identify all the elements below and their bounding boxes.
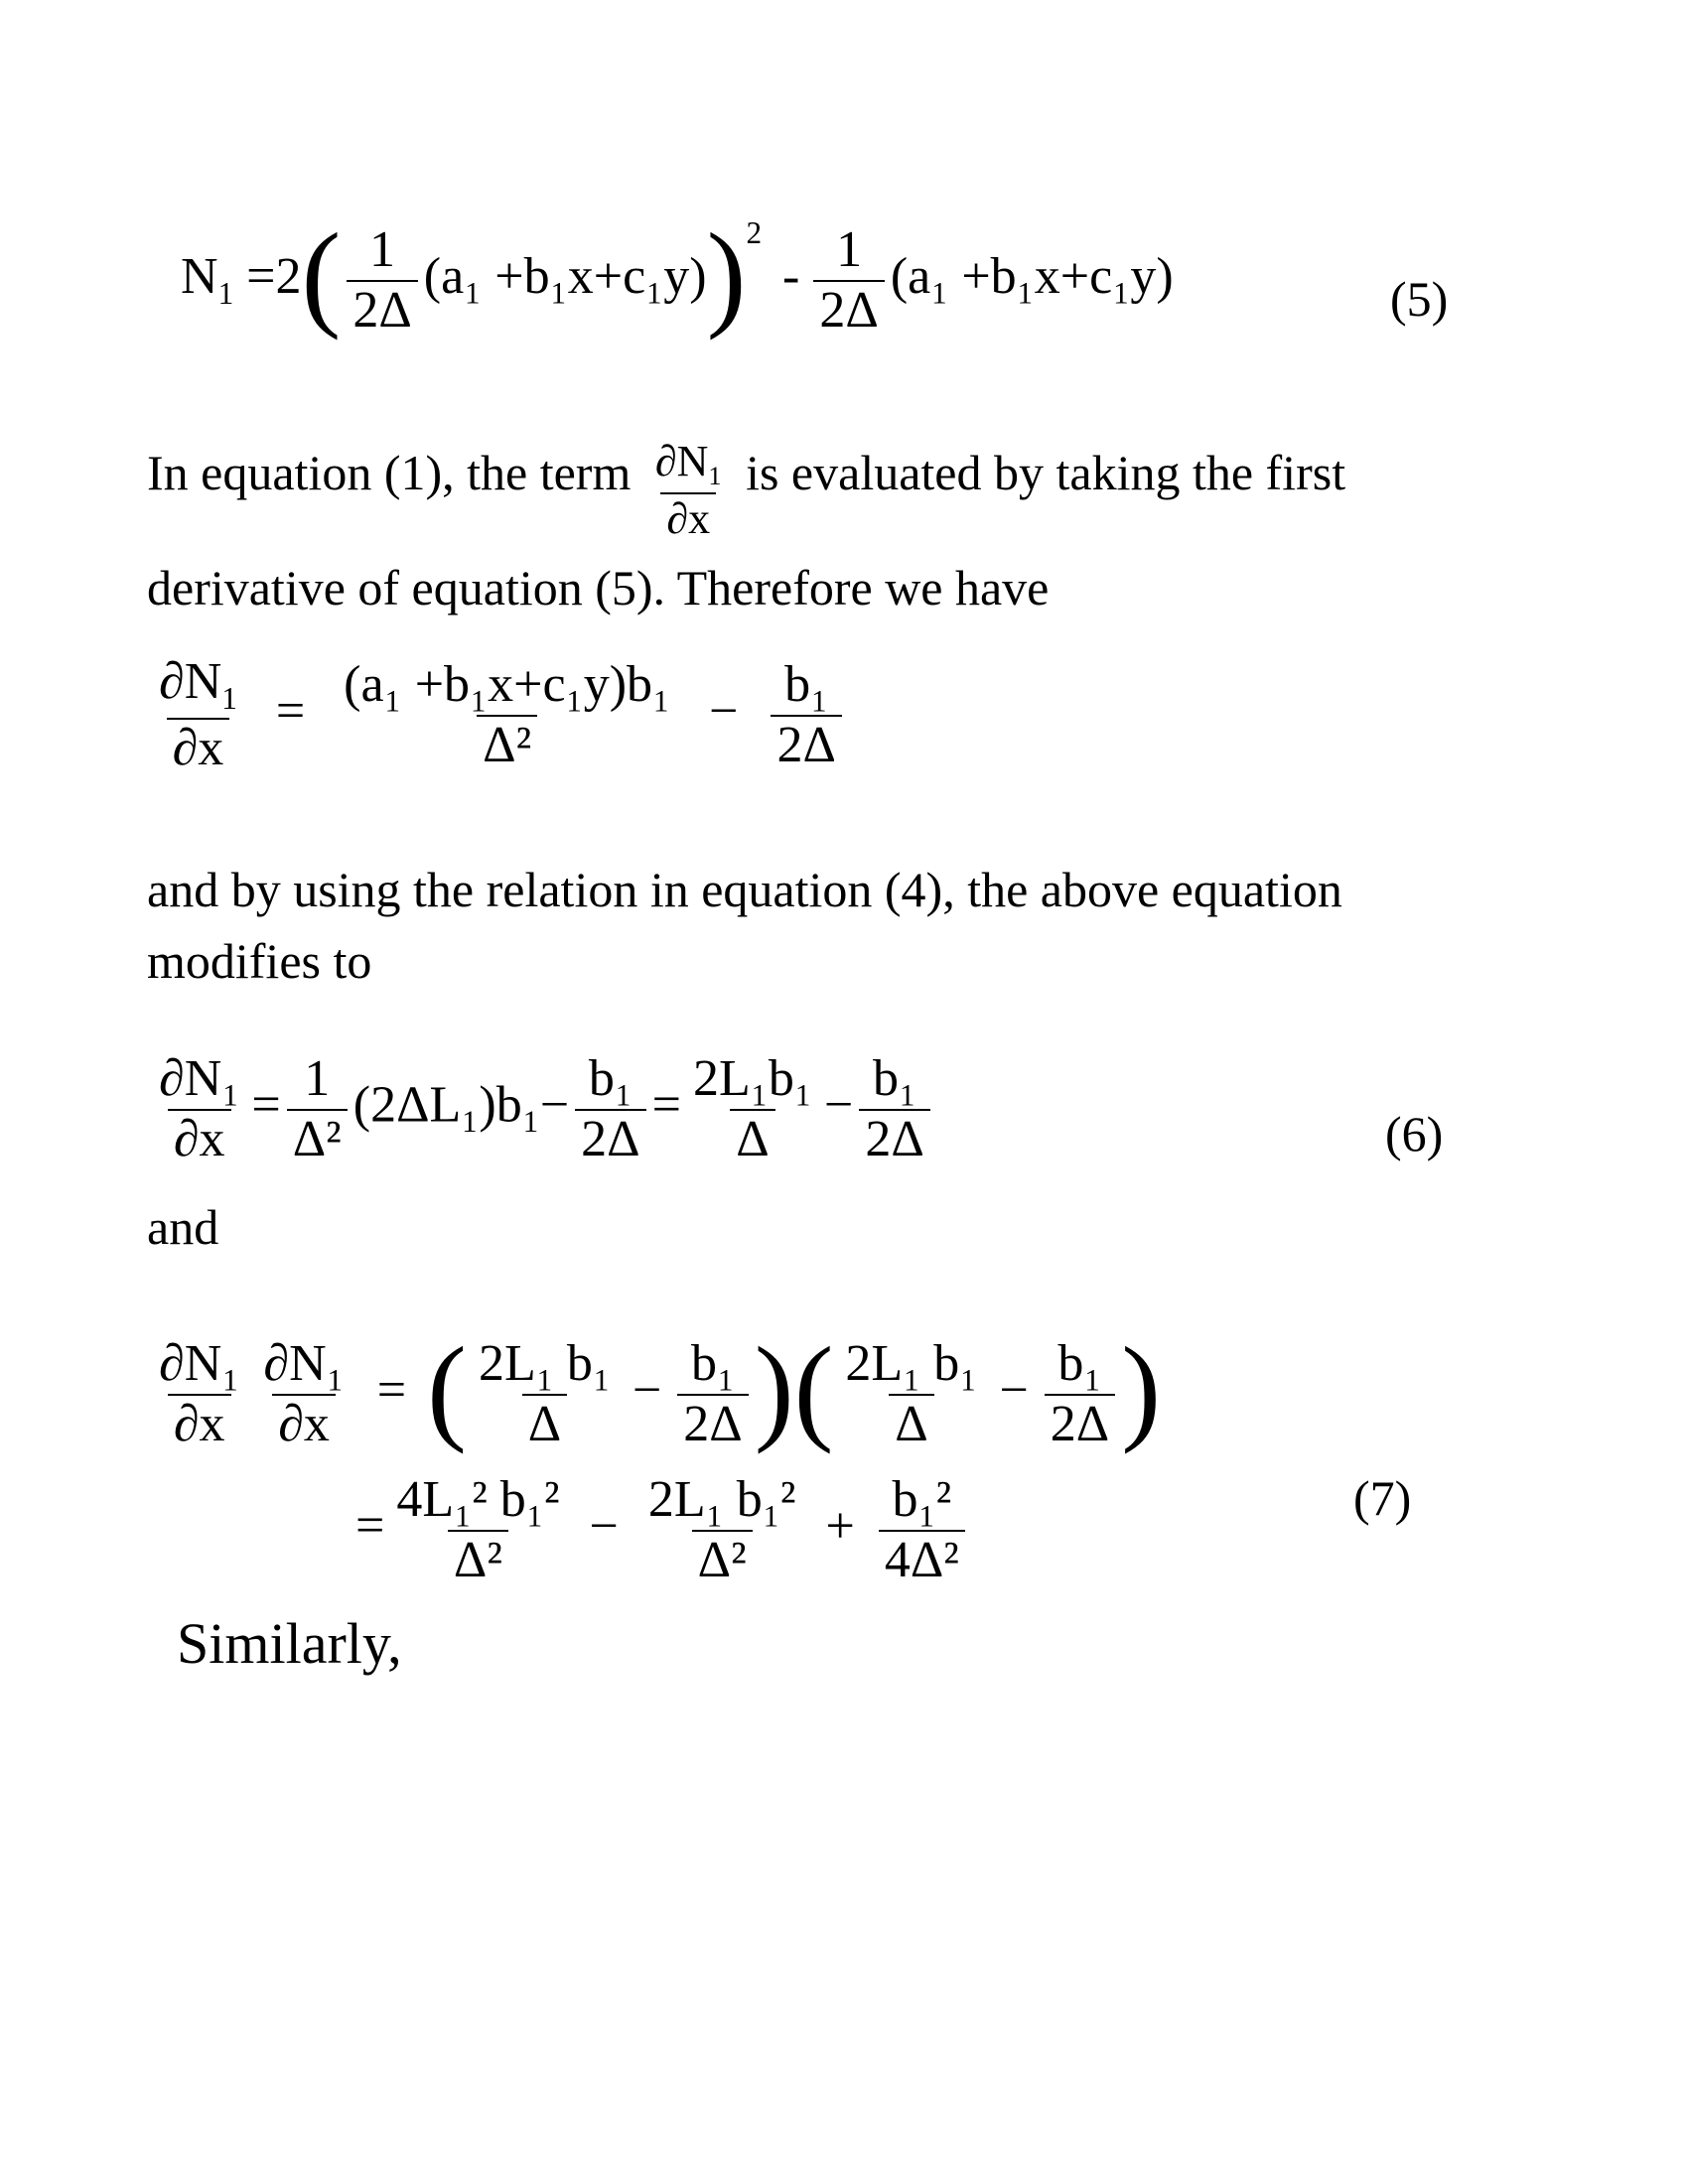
eq7-fraction-b2: $\frac{\text{b₁}}{2\Delta}$ <box>1045 1337 1115 1451</box>
eq6-fraction-3: $\frac{\text{2L₁b₁}}{\Delta}$ <box>692 1050 812 1167</box>
eq7-fraction-a2: $\frac{\text{2L₁ b₁}}{\Delta}$ <box>845 1335 978 1453</box>
eq7-fraction-a1: $\frac{\text{2L₁ b₁}}{\Delta}$ <box>478 1335 611 1453</box>
equation-5: $N_1 =2$( $\frac{1}{2\Delta}$ (a₁ +b₁x+c₁y))$^2$ - $\frac{1}{2\Delta}$ (a₁ +b₁x+c₁y) <box>181 208 1174 341</box>
paragraph-2 <box>147 854 1557 997</box>
eq5-lhs: $N_1$ <box>181 248 234 311</box>
eq5-fraction-1: $\frac{1}{2\Delta}$ <box>347 223 417 338</box>
eq5-power: 2 <box>746 215 763 251</box>
eq7-fraction-c: $\frac{\text{4L₁² b₁²}}{\text{Δ²}}$ <box>396 1471 560 1588</box>
inline-partial-fraction: $\frac{\partial N_1}{\partial x}$ <box>654 437 722 543</box>
equation-derivative: $\frac{\partial N_1}{\partial x}$ = $\frac{\text{(a₁ +b₁x+c₁y)b₁}}{\text{Δ²}}$ − $\frac{\text{b₁}}{2\Delta}$ <box>147 655 848 775</box>
paragraph-2-line-1: and by using the relation in equation (4), the above equation <box>147 862 1342 917</box>
equation-6: $\frac{\text{∂N₁}}{\partial x}$ = $\frac{1}{\text{Δ²}}$ (2ΔL₁)b₁− $\frac{\text{b₁}}{2\Delta}$ = $\frac{\text{2L₁b₁}}{\Delta}$ − $\frac{\text{b₁}}{2\Delta}$ <box>147 1052 936 1166</box>
eq7-fraction-b1: $\frac{\text{b₁}}{2\Delta}$ <box>677 1337 748 1451</box>
eq6-fraction-1: $\frac{1}{\text{Δ²}}$ <box>287 1052 348 1166</box>
eq5-fraction-2: $\frac{1}{2\Delta}$ <box>813 223 884 338</box>
eq6-fraction-2: $\frac{\text{b₁}}{2\Delta}$ <box>575 1052 645 1166</box>
deriv-rhs-fraction-2: $\frac{\text{b₁}}{2\Delta}$ <box>771 658 841 772</box>
eq7-lhs-fraction-1: $\frac{\text{∂N₁}}{\partial x}$ <box>159 1335 240 1453</box>
paragraph-1-line-1: In equation (1), the term $\frac{\partial N_1}{\partial x}$ is evaluated by taking the first <box>147 437 1346 543</box>
equation-number-6: (6) <box>1385 1106 1444 1161</box>
paragraph-2-line-2: modifies to <box>147 933 372 989</box>
eq5-paren-expr-2: (a₁ +b₁x+c₁y) <box>890 248 1174 305</box>
eq6-lhs-fraction: $\frac{\text{∂N₁}}{\partial x}$ <box>159 1050 240 1167</box>
eq6-fraction-4: $\frac{\text{b₁}}{2\Delta}$ <box>859 1052 929 1166</box>
equation-number-5: (5) <box>1390 271 1449 327</box>
and-text: and <box>147 1199 219 1255</box>
deriv-lhs-fraction: $\frac{\partial N_1}{\partial x}$ <box>159 653 237 776</box>
equation-7-line-2: = $\frac{\text{4L₁² b₁²}}{\text{Δ²}}$ − $\frac{\text{2L₁ b₁²}}{\text{Δ²}}$ + $\frac{\text{b₁²}}{\text{4Δ²}}$ <box>355 1473 971 1587</box>
deriv-rhs-fraction-1: $\frac{\text{(a₁ +b₁x+c₁y)b₁}}{\text{Δ²}}$ <box>344 656 671 773</box>
eq5-minus: - <box>782 248 800 305</box>
eq7-fraction-e: $\frac{\text{b₁²}}{\text{4Δ²}}$ <box>879 1473 965 1587</box>
equation-7-line-1: $\frac{\text{∂N₁}}{\partial x}$ $\frac{\text{∂N₁}}{\partial x}$ = ( $\frac{\text{2L₁ b₁}}{\Delta}$ − $\frac{\text{b₁}}{2\Delta}$ )( $\frac{\text{2L₁ b₁}}{\Delta}$ − $\frac{\text{b₁}}{2\Delta}$ ) <box>147 1320 1161 1457</box>
paragraph-1-line-2: derivative of equation (5). Therefore we have <box>147 560 1050 616</box>
eq7-lhs-fraction-2: $\frac{\text{∂N₁}}{\partial x}$ <box>263 1335 345 1453</box>
eq5-paren-expr-1: (a₁ +b₁x+c₁y) <box>423 248 707 305</box>
paragraph-1 <box>147 437 1557 623</box>
eq7-fraction-d: $\frac{\text{2L₁ b₁²}}{\text{Δ²}}$ <box>647 1471 796 1588</box>
eq5-coef: =2 <box>246 248 302 305</box>
equation-number-7: (7) <box>1353 1470 1412 1526</box>
similarly-text: Similarly, <box>177 1611 402 1676</box>
